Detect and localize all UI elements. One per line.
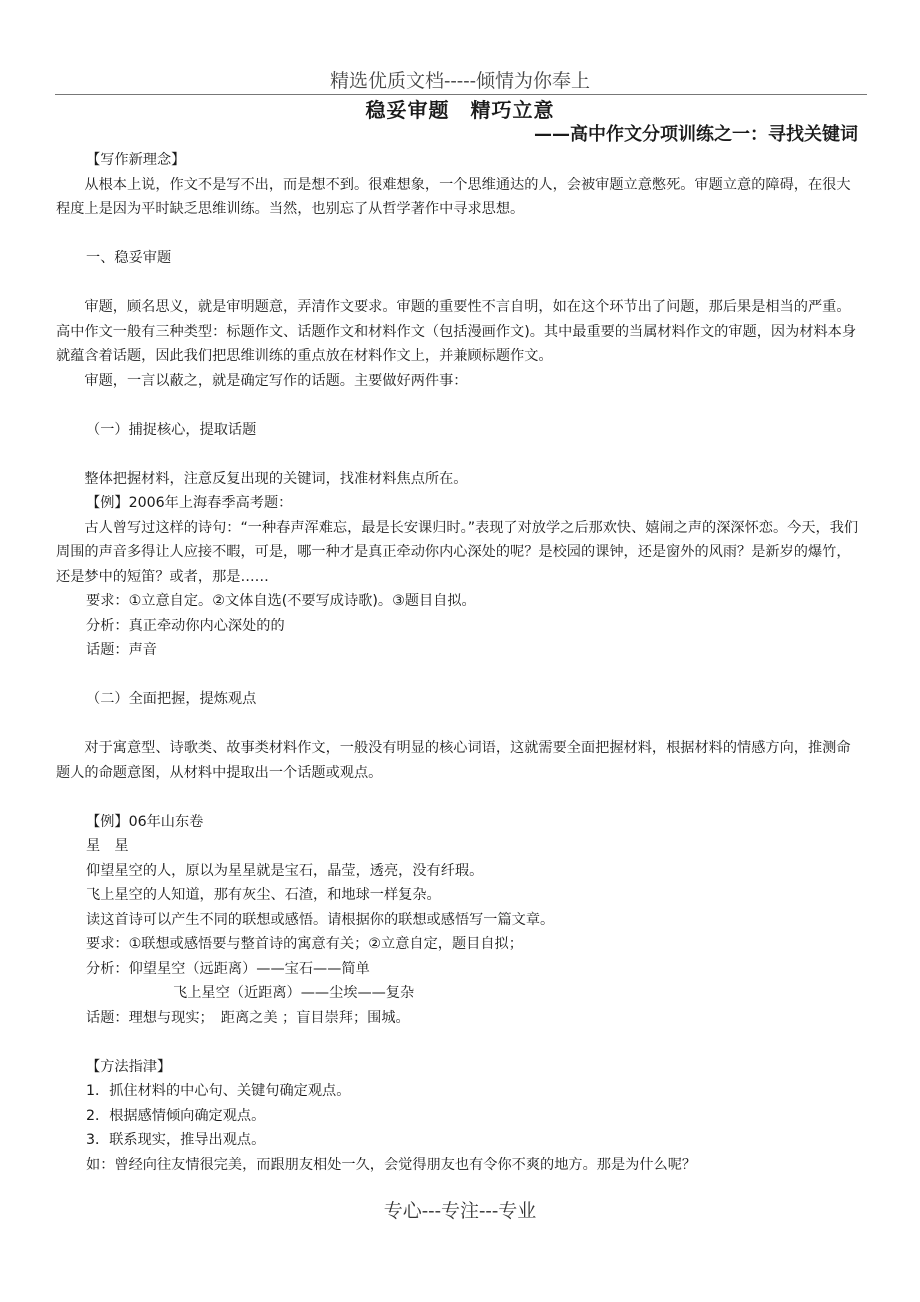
example2-topic: 话题：理想与现实； 距离之美 ；盲目崇拜；围城。 — [86, 1009, 410, 1026]
method-item-3: 3．联系现实，推导出观点。 — [86, 1132, 266, 1148]
example2-label: 【例】06年山东卷 — [86, 813, 204, 830]
example1-label: 【例】2006年上海春季高考题： — [86, 495, 293, 511]
sub2-paragraph: 对于寓意型、诗歌类、故事类材料作文，一般没有明显的核心词语，这就需要全面把握材料，根据材料的情感方向，推测命题人的命题意图，从材料中提取出一个话题或观点。 — [56, 740, 851, 781]
method-item-1: 1．抓住材料的中心句、关键句确定观点。 — [86, 1083, 351, 1099]
sub1-heading: （一）捕捉核心，提取话题 — [86, 421, 257, 438]
example2-poem-title: 星 星 — [86, 838, 129, 854]
example2-line-2: 飞上星空的人知道，那有灰尘、石渣，和地球一样复杂。 — [86, 887, 441, 903]
idea-paragraph: 从根本上说，作文不是写不出，而是想不到。很难想象，一个思维通达的人，会被审题立意憋死。审题立意的障碍，在很大程度上是因为平时缺乏思维训练。当然，也别忘了从哲学著作中寻求思想。 — [56, 176, 851, 217]
document-title: 稳妥审题 精巧立意 — [365, 98, 555, 122]
document-body — [56, 148, 864, 1177]
part1-paragraph-2: 审题，一言以蔽之，就是确定写作的话题。主要做好两件事： — [84, 372, 468, 389]
example2-analysis-1: 分析：仰望星空（远距离）——宝石——简单 — [86, 960, 370, 977]
page-footer: 专心---专注---专业 — [383, 1200, 537, 1222]
example1-requirements: 要求：①立意自定。②文体自选(不要写成诗歌)。③题目自拟。 — [86, 593, 476, 609]
part1-heading: 一、稳妥审题 — [86, 250, 172, 266]
example1-topic: 话题：声音 — [86, 642, 157, 658]
example2-line-3: 读这首诗可以产生不同的联想或感悟。请根据你的联想或感悟写一篇文章。 — [86, 911, 555, 928]
example2-requirements: 要求：①联想或感悟要与整首诗的寓意有关；②立意自定，题目自拟； — [86, 936, 523, 952]
example2-analysis-2: 飞上星空（近距离）——尘埃——复杂 — [173, 985, 415, 1001]
method-heading: 【方法指津】 — [86, 1058, 172, 1075]
example2-line-1: 仰望星空的人，原以为星星就是宝石，晶莹，透亮，没有纤瑕。 — [86, 862, 484, 879]
example1-analysis: 分析：真正牵动你内心深处的的 — [86, 617, 285, 634]
part1-paragraph-1: 审题，顾名思义，就是审明题意，弄清作文要求。审题的重要性不言自明，如在这个环节出了问题，那后果是相当的严重。高中作文一般有三种类型：标题作文、话题作文和材料作文（包括漫画作文)。其中最重要的当属材料作文的审题，因为材料本身就蕴含着话题，因此我们把思维训练的重点放在材料作文上，并兼顾标题作文。 — [56, 299, 857, 364]
method-item-2: 2．根据感情倾向确定观点。 — [86, 1107, 266, 1124]
document-subtitle: ——高中作文分项训练之一：寻找关键词 — [534, 124, 858, 145]
page-header: 精选优质文档-----倾情为你奉上 — [329, 70, 591, 92]
sub1-paragraph: 整体把握材料，注意反复出现的关键词，找准材料焦点所在。 — [84, 470, 468, 487]
sub2-heading: （二）全面把握，提炼观点 — [86, 691, 257, 707]
example1-text: 古人曾写过这样的诗句：“一种春声浑难忘，最是长安课归时。”表现了对放学之后那欢快、嬉闹之声的深深怀恋。今天，我们周围的声音多得让人应接不暇，可是，哪一种才是真正牵动你内心深处的呢？是校园的课钟，还是窗外的风雨？是新岁的爆竹，还是梦中的短笛？或者，那是…… — [56, 519, 859, 585]
method-example: 如：曾经向往友情很完美，而跟朋友相处一久，会觉得朋友也有令你不爽的地方。那是为什么呢？ — [86, 1156, 697, 1173]
idea-heading: 【写作新理念】 — [86, 152, 186, 168]
